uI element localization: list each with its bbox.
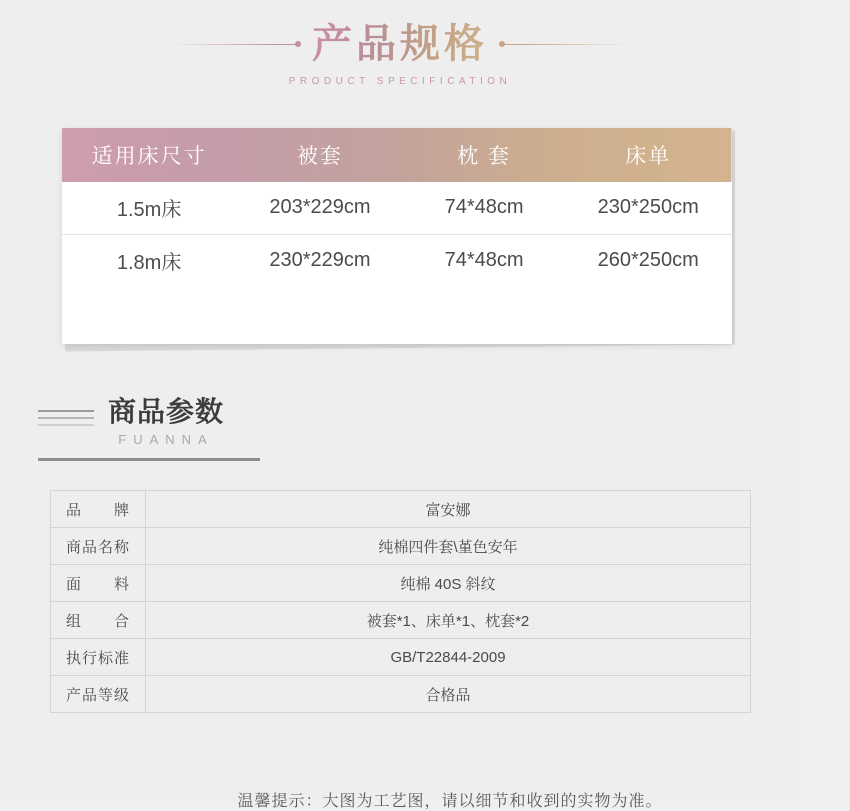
parameters-table [50,490,751,713]
parameter-label: 产品等级 [51,676,146,713]
size-table-header-cell: 床单 [625,145,672,168]
size-table-body [62,182,732,286]
size-table-header-cell: 枕 套 [457,145,511,168]
size-table-header-cell: 适用床尺寸 [91,145,207,168]
size-table [62,128,732,286]
decorative-line-left [170,44,298,45]
size-table-header-row [62,128,732,182]
size-cell: 1.5m床 [62,182,236,234]
parameter-label: 执行标准 [51,639,146,676]
size-cell: 74*48cm [404,182,565,234]
parameter-label: 商品名称 [51,528,146,565]
table-row [51,565,751,602]
table-row [51,676,751,713]
parameter-value: 富安娜 [146,491,751,528]
section-title: 商品参数 [108,396,225,427]
parameter-value: 纯棉 40S 斜纹 [146,565,751,602]
size-cell: 230*229cm [269,248,371,271]
size-table-head [62,128,732,182]
page-subtitle: PRODUCT SPECIFICATION [288,76,512,87]
parameter-value: 被套*1、床单*1、枕套*2 [146,602,751,639]
size-cell: 203*229cm [236,182,404,234]
table-row [62,182,732,234]
table-row [51,639,751,676]
size-table-card-wrapper [62,128,738,350]
size-cell: 1.8m床 [116,251,182,274]
parameter-value: GB/T22844-2009 [146,639,751,676]
parameters-table-wrapper [50,490,750,810]
table-row [51,491,751,528]
decorative-line-right [502,44,630,45]
brand-name: FUANNA [118,432,214,448]
parameter-label: 组 合 [51,602,146,639]
parameter-value: 合格品 [146,676,751,713]
decorative-bars [38,410,94,431]
size-cell: 74*48cm [444,248,524,271]
table-row [51,602,751,639]
decorative-dot-left [295,41,301,47]
size-cell: 260*250cm [597,248,699,271]
parameters-table-body [51,491,751,713]
decorative-bar [38,410,94,412]
section-title-underline [38,458,260,461]
table-row [51,528,751,565]
spec-title-block [0,0,800,87]
product-parameters-section [0,372,800,810]
parameter-value: 纯棉四件套\堇色安年 [146,528,751,565]
parameter-label: 面 料 [51,565,146,602]
spec-title-row [0,22,800,66]
footer-note: 温馨提示：大图为工艺图，请以细节和收到的实物为准。 [237,793,663,810]
page-title-text: 产品规格 [312,22,488,66]
table-row [62,234,732,286]
size-table-card [62,128,732,344]
size-table-header-cell: 被套 [296,145,343,168]
size-cell: 230*250cm [564,182,732,234]
parameters-heading-texts [108,396,224,447]
decorative-bar [38,417,94,419]
parameter-label: 品 牌 [51,491,146,528]
page-title [312,22,488,66]
product-specification-section [0,0,800,372]
parameters-heading [0,372,800,447]
decorative-dot-right [499,41,505,47]
decorative-bar [38,424,94,426]
